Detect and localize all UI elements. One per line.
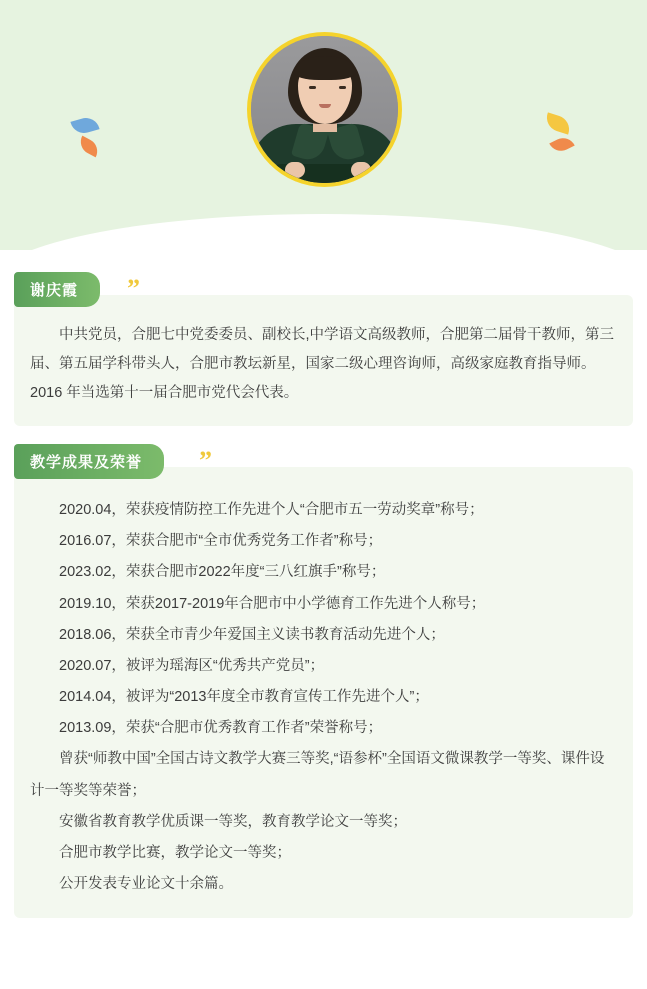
section-profile-body (14, 295, 633, 426)
leaf-orange-right-icon (549, 134, 574, 155)
list-item: 2014.04，被评为“2013年度全市教育宣传工作先进个人”； (59, 689, 429, 706)
section-honors-title: 教学成果及荣誉 (14, 444, 164, 479)
header-banner (0, 0, 647, 250)
list-item: 2019.10，荣获2017-2019年合肥市中小学德育工作先进个人称号； (59, 595, 486, 612)
section-profile (14, 272, 633, 426)
portrait-photo (251, 36, 398, 183)
quote-icon: ” (127, 274, 140, 303)
list-item: 2020.07，被评为瑶海区“优秀共产党员”； (59, 657, 325, 674)
section-honors (14, 444, 633, 918)
leaf-orange-left-icon (76, 136, 102, 158)
list-item: 安徽省教育教学优质课一等奖，教育教学论文一等奖； (59, 813, 407, 830)
list-item: 2018.06，荣获全市青少年爱国主义读书教育活动先进个人； (59, 626, 445, 643)
list-item: 2016.07，荣获合肥市“全市优秀党务工作者”称号； (59, 533, 383, 550)
leaf-yellow-right-icon (543, 112, 572, 134)
avatar (247, 32, 402, 187)
list-item: 2013.09，荣获“合肥市优秀教育工作者”荣誉称号； (59, 720, 383, 737)
section-profile-title: 谢庆霞 (14, 272, 100, 307)
leaf-blue-left-icon (70, 115, 99, 137)
quote-icon: ” (199, 446, 212, 475)
header-curve (0, 214, 647, 250)
list-item: 2023.02，荣获合肥市2022年度“三八红旗手”称号； (59, 564, 386, 581)
profile-paragraph: 中共党员，合肥七中党委委员、副校长,中学语文高级教师，合肥第二届骨干教师，第三届、第五届学科带头人，合肥市教坛新星，国家二级心理咨询师，高级家庭教育指导师。2016 年当选第十一届合肥市党代会代表。 (30, 327, 615, 401)
list-item: 2020.04，荣获疫情防控工作先进个人“合肥市五一劳动奖章”称号； (59, 502, 484, 518)
list-item: 合肥市教学比赛，教学论文一等奖； (59, 844, 291, 861)
list-item: 曾获“师教中国”全国古诗文教学大赛三等奖,“语参杯”全国语文微课教学一等奖、课件设计一等奖等荣誉； (30, 751, 605, 799)
list-item: 公开发表专业论文十余篇。 (59, 876, 233, 893)
section-honors-body (14, 467, 633, 918)
